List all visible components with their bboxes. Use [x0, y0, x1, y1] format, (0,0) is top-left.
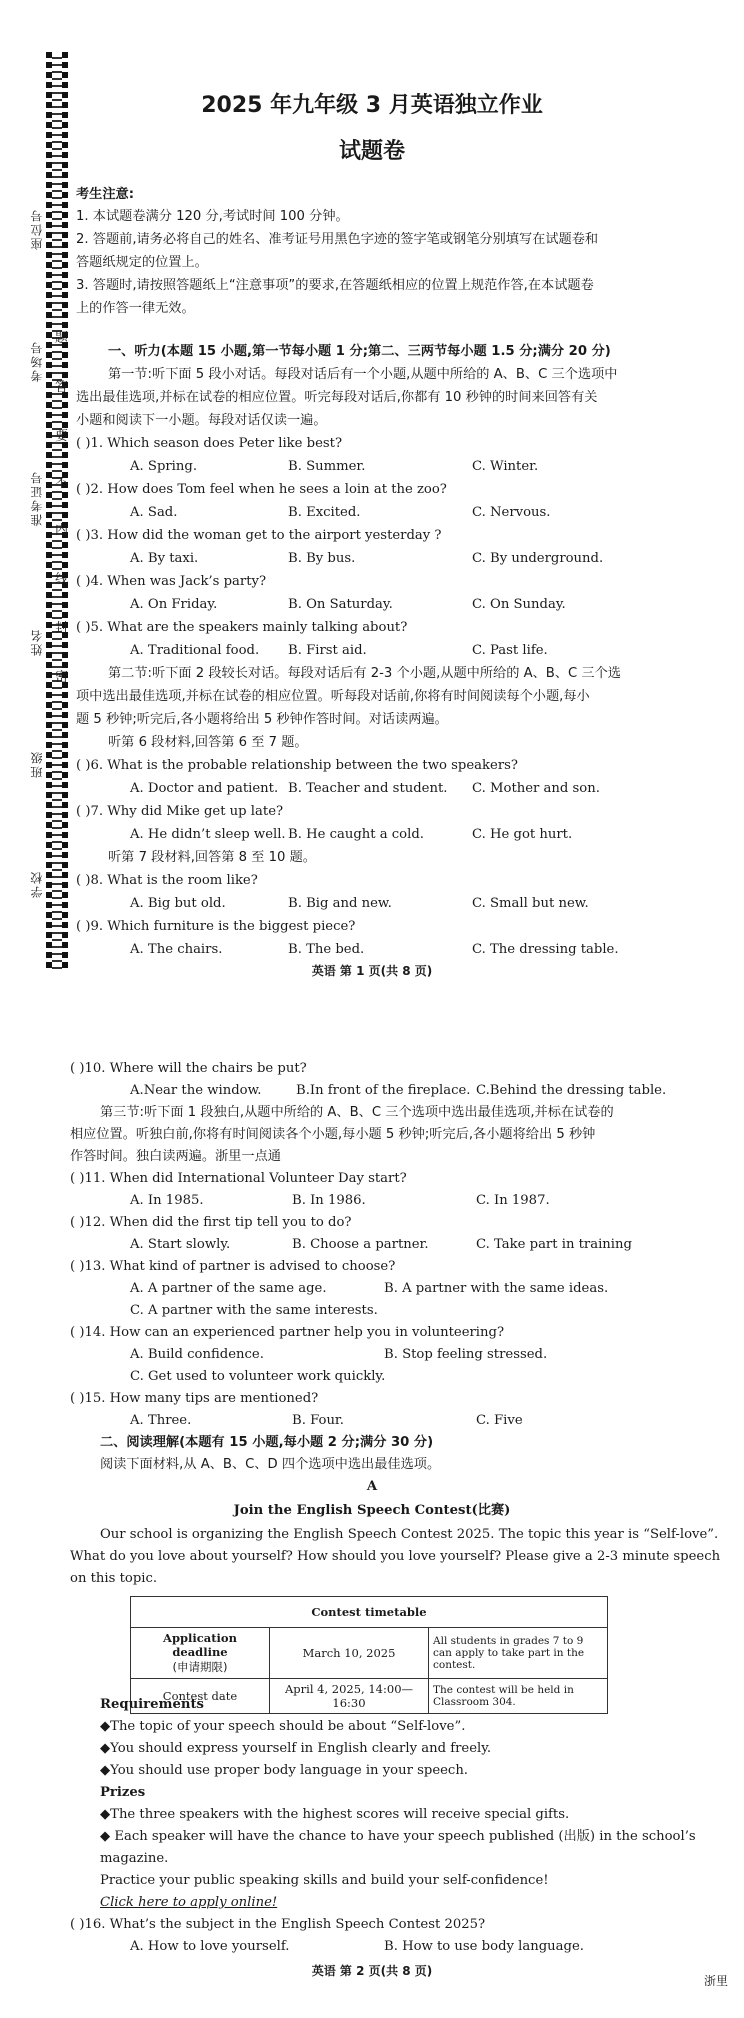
notice-item: 答题纸规定的位置上。 — [76, 255, 208, 270]
option-b: B. On Saturday. — [288, 597, 393, 612]
row-note: The contest will be held in Classroom 304. — [429, 1679, 608, 1714]
option-b: B.In front of the fireplace. — [296, 1083, 471, 1098]
option-b: B. Excited. — [288, 505, 361, 520]
binding-label-seat: 座位号 — [30, 208, 44, 250]
binding-label-class: 班级 — [30, 750, 44, 778]
exam-subtitle: 试题卷 — [338, 139, 405, 164]
option-a: A. Start slowly. — [130, 1237, 231, 1252]
page-footer: 英语 第 1 页(共 8 页) — [311, 964, 433, 978]
option-c: C. Five — [476, 1413, 523, 1428]
option-c: C. Past life. — [472, 643, 548, 658]
option-b: B. In 1986. — [292, 1193, 366, 1208]
option-b: B. Stop feeling stressed. — [384, 1347, 548, 1362]
question: ( )12. When did the first tip tell you to do? — [70, 1215, 352, 1230]
option-b: B. Big and new. — [288, 896, 392, 911]
sec3-intro: 第三节:听下面 1 段独白,从题中所给的 A、B、C 三个选项中选出最佳选项,并标在试卷的 — [100, 1105, 614, 1120]
passage-line: on this topic. — [70, 1571, 158, 1586]
question: ( )10. Where will the chairs be put? — [70, 1061, 307, 1076]
watermark-text: 浙里 — [704, 1974, 729, 1988]
option-c: C. Get used to volunteer work quickly. — [130, 1369, 386, 1384]
page-1 — [0, 0, 744, 1000]
option-b: B. A partner with the same ideas. — [384, 1281, 609, 1296]
passage-label: A — [366, 1479, 378, 1494]
option-b: B. First aid. — [288, 643, 367, 658]
seal-char: 封 — [55, 621, 69, 636]
notice-heading: 考生注意: — [76, 187, 135, 202]
option-a: A. Big but old. — [130, 896, 226, 911]
question: ( )15. How many tips are mentioned? — [70, 1391, 319, 1406]
binding-label-school: 学校 — [30, 870, 44, 898]
question: ( )7. Why did Mike get up late? — [76, 804, 284, 819]
option-c: C. Winter. — [472, 459, 539, 474]
passage-title: Join the English Speech Contest(比赛) — [233, 1503, 511, 1518]
seal-char: 密 — [55, 670, 69, 685]
apply-link[interactable]: Click here to apply online! — [100, 1895, 278, 1910]
part2-intro: 阅读下面材料,从 A、B、C、D 四个选项中选出最佳选项。 — [100, 1457, 441, 1472]
material-note: 听第 6 段材料,回答第 6 至 7 题。 — [108, 735, 308, 750]
option-c: C. By underground. — [472, 551, 604, 566]
question: ( )1. Which season does Peter like best? — [76, 436, 343, 451]
binding-label-name: 姓名 — [30, 628, 44, 656]
row-label-cn: (申请期限) — [172, 1660, 228, 1674]
option-b: B. The bed. — [288, 942, 365, 957]
question: ( )8. What is the room like? — [76, 873, 258, 888]
option-b: B. Summer. — [288, 459, 366, 474]
prize-item: ◆The three speakers with the highest scores will receive special gifts. — [100, 1807, 570, 1822]
seal-char: 题 — [55, 331, 69, 346]
row-note: All students in grades 7 to 9 can apply to take part in the contest. — [429, 1628, 608, 1679]
option-c: C. He got hurt. — [472, 827, 573, 842]
sec2-intro: 第二节:听下面 2 段较长对话。每段对话后有 2-3 个小题,从题中所给的 A、B、C 三个选 — [108, 666, 621, 681]
page-2 — [0, 1050, 744, 2018]
option-c: C. A partner with the same interests. — [130, 1303, 378, 1318]
requirements-heading: Requirements — [100, 1697, 204, 1712]
option-a: A. Sad. — [130, 505, 178, 520]
question: ( )13. What kind of partner is advised to choose? — [70, 1259, 396, 1274]
requirement-item: ◆You should use proper body language in your speech. — [100, 1763, 468, 1778]
question: ( )14. How can an experienced partner help you in volunteering? — [70, 1325, 505, 1340]
option-a: A. Spring. — [130, 459, 198, 474]
option-c: C. Take part in training — [476, 1237, 632, 1252]
sec1-intro: 小题和阅读下一小题。每段对话仅读一遍。 — [76, 413, 327, 428]
sec3-intro: 相应位置。听独白前,你将有时间阅读各个小题,每小题 5 秒钟;听完后,各小题将给出 5 秒钟 — [70, 1127, 596, 1142]
passage-line: Our school is organizing the English Speech Contest 2025. The topic this year is “Self-love”. — [100, 1527, 719, 1542]
sec3-intro: 作答时间。独白读两遍。浙里一点通 — [70, 1149, 281, 1164]
option-b: B. Teacher and student. — [288, 781, 448, 796]
option-a: A. The chairs. — [130, 942, 223, 957]
option-a: A. On Friday. — [130, 597, 218, 612]
seal-char: 要 — [55, 429, 69, 444]
seal-char: 答 — [55, 380, 69, 395]
table-caption: Contest timetable — [131, 1597, 608, 1628]
prize-item: magazine. — [100, 1851, 169, 1866]
prize-item: ◆ Each speaker will have the chance to have your speech published (出版) in the school’s — [100, 1829, 696, 1844]
option-c: C. The dressing table. — [472, 942, 619, 957]
material-note: 听第 7 段材料,回答第 8 至 10 题。 — [108, 850, 316, 865]
requirement-item: ◆You should express yourself in English clearly and freely. — [100, 1741, 492, 1756]
option-c: C. Nervous. — [472, 505, 551, 520]
row-value: April 4, 2025, 14:00—16:30 — [270, 1679, 429, 1714]
notice-item: 2. 答题前,请务必将自己的姓名、准考证号用黑色字迹的签字笔或钢笔分别填写在试题卷和 — [76, 232, 599, 247]
option-c: C. On Sunday. — [472, 597, 566, 612]
option-a: A. Build confidence. — [130, 1347, 264, 1362]
question: ( )11. When did International Volunteer Day start? — [70, 1171, 407, 1186]
prizes-heading: Prizes — [100, 1785, 146, 1800]
option-c: C. Small but new. — [472, 896, 589, 911]
option-b: B. Choose a partner. — [292, 1237, 429, 1252]
page-footer: 英语 第 2 页(共 8 页) — [311, 1964, 433, 1978]
option-a: A. In 1985. — [130, 1193, 204, 1208]
option-a: A. Doctor and patient. — [130, 781, 279, 796]
part2-heading: 二、阅读理解(本题有 15 小题,每小题 2 分;满分 30 分) — [100, 1435, 434, 1450]
option-a: A. A partner of the same age. — [130, 1281, 327, 1296]
option-c: C. In 1987. — [476, 1193, 550, 1208]
option-b: B. By bus. — [288, 551, 356, 566]
binding-label-room: 考场号 — [30, 340, 44, 382]
option-c: C. Mother and son. — [472, 781, 600, 796]
option-b: B. Four. — [292, 1413, 344, 1428]
requirement-item: ◆The topic of your speech should be about “Self-love”. — [100, 1719, 466, 1734]
notice-item: 3. 答题时,请按照答题纸上“注意事项”的要求,在答题纸相应的位置上规范作答,在本试题卷 — [76, 278, 594, 293]
question: ( )9. Which furniture is the biggest piece? — [76, 919, 356, 934]
option-b: B. He caught a cold. — [288, 827, 424, 842]
sec2-intro: 项中选出最佳选项,并标在试卷的相应位置。听每段对话前,你将有时间阅读每个小题,每小 — [76, 689, 590, 704]
option-a: A. Three. — [130, 1413, 192, 1428]
question: ( )3. How did the woman get to the airport yesterday ? — [76, 528, 442, 543]
question: ( )5. What are the speakers mainly talking about? — [76, 620, 408, 635]
option-a: A. How to love yourself. — [130, 1939, 290, 1954]
notice-item: 上的作答一律无效。 — [76, 301, 195, 316]
notice-item: 1. 本试题卷满分 120 分,考试时间 100 分钟。 — [76, 209, 349, 224]
seal-char: 线 — [55, 572, 69, 587]
option-a: A.Near the window. — [130, 1083, 262, 1098]
table-row — [131, 1628, 608, 1679]
sec1-intro: 第一节:听下面 5 段小对话。每段对话后有一个小题,从题中所给的 A、B、C 三个选项中 — [108, 367, 618, 382]
option-a: A. Traditional food. — [130, 643, 260, 658]
option-b: B. How to use body language. — [384, 1939, 584, 1954]
option-a: A. By taxi. — [130, 551, 199, 566]
sec2-intro: 题 5 秒钟;听完后,各小题将给出 5 秒钟作答时间。对话读两遍。 — [76, 712, 448, 727]
question: ( )16. What’s the subject in the English Speech Contest 2025? — [70, 1917, 486, 1932]
seal-char: 不 — [55, 476, 69, 491]
binding-strip — [46, 52, 68, 972]
binding-label-ticket: 准考证号 — [30, 470, 44, 526]
row-label: Contest date — [131, 1679, 270, 1714]
row-label: Application deadline — [163, 1631, 237, 1659]
part1-heading: 一、听力(本题 15 小题,第一节每小题 1 分;第二、三两节每小题 1.5 分;满分 20 分) — [108, 344, 611, 359]
passage-line: What do you love about yourself? How should you love yourself? Please give a 2-3 minute speech — [70, 1549, 721, 1564]
question: ( )6. What is the probable relationship between the two speakers? — [76, 758, 518, 773]
exam-title: 2025 年九年级 3 月英语独立作业 — [201, 93, 543, 118]
closing-line: Practice your public speaking skills and build your self-confidence! — [100, 1873, 549, 1888]
option-a: A. He didn’t sleep well. — [130, 827, 286, 842]
row-value: March 10, 2025 — [270, 1628, 429, 1679]
question: ( )2. How does Tom feel when he sees a loin at the zoo? — [76, 482, 447, 497]
sec1-intro: 选出最佳选项,并标在试卷的相应位置。听完每段对话后,你都有 10 秒钟的时间来回答有关 — [76, 390, 598, 405]
option-c: C.Behind the dressing table. — [476, 1083, 667, 1098]
seal-char: 内 — [55, 523, 69, 538]
question: ( )4. When was Jack’s party? — [76, 574, 267, 589]
